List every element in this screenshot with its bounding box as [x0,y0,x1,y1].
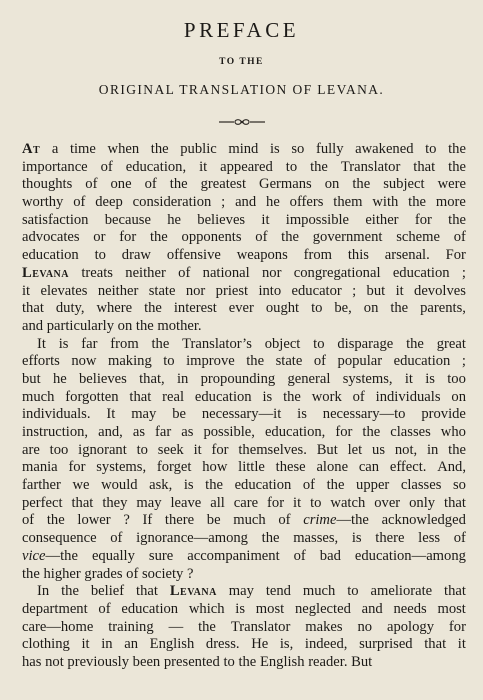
text-line: importance of education, it appeared to the Translator that the [22,158,466,175]
text-line: perfect that they may leave all care for it to watch over only that [22,494,466,511]
text-line: has not previously been presented to the English reader. But [22,653,373,670]
text-line: consequence of ignorance—among the masses, is there less of [22,530,466,547]
text-line: Levana treats neither of national nor congregational education ; [22,264,466,281]
text-line: advocates or for the opponents of the government scheme of [22,229,466,246]
text-line: but he believes that, in propounding general systems, it is too [22,370,466,387]
text-line: are too ignorant to seek it for themselves. But let us not, in the [22,441,466,458]
text-line: efforts now making to improve the state of popular education ; [22,353,466,370]
text-line: care—home training — the Translator makes no apology for [22,618,466,635]
text-line: that duty, where the interest ever ought to be, on the parents, [22,300,466,317]
text-line: the higher grades of society ? [22,565,194,582]
page-title: PREFACE [183,18,300,42]
text-line: mania for systems, forget how little these alone can effect. And, [22,459,466,476]
text-line: farther we would ask, is the education of the upper classes so [22,477,466,494]
text-line: satisfaction because he believes it impossible either for the [22,211,466,228]
text-line: education to draw offensive weapons from this arsenal. For [22,247,466,264]
text-line: In the belief that Levana may tend much to ameliorate that [37,583,466,600]
text-line: worthy of deep consideration ; and he offers them with the more [22,194,466,211]
text-line: individuals. It may be necessary—it is necessary—to provide [22,406,466,423]
subtitle-main: ORIGINAL TRANSLATION OF LEVANA. [98,82,385,97]
text-line: it elevates neither state nor priest into educator ; but it devolves [22,282,466,299]
paragraph [22,141,466,336]
subtitle-connector: TO THE [219,57,264,67]
preface-body [22,141,466,672]
paragraph [22,336,466,584]
text-line: much forgotten that real education is the work of individuals on [22,388,466,405]
text-line: thoughts of one of the greatest Germans on the subject were [22,176,466,193]
ornament-divider-icon [0,116,483,128]
text-line: instruction, and, as far as possible, education, for the classes who [22,424,466,440]
text-line: department of education which is most neglected and needs most [22,600,466,617]
text-line: At a time when the public mind is so fully awakened to the [22,141,466,157]
text-line: of the lower ? If there be much of crime—the acknowledged [22,512,466,529]
text-line: clothing it in an English dress. He is, indeed, surprised that it [22,636,466,653]
paragraph [22,583,466,671]
text-line: It is far from the Translator’s object to disparage the great [37,335,466,352]
text-line: vice—the equally sure accompaniment of bad education—among [22,547,466,564]
text-line: and particularly on the mother. [22,317,202,334]
